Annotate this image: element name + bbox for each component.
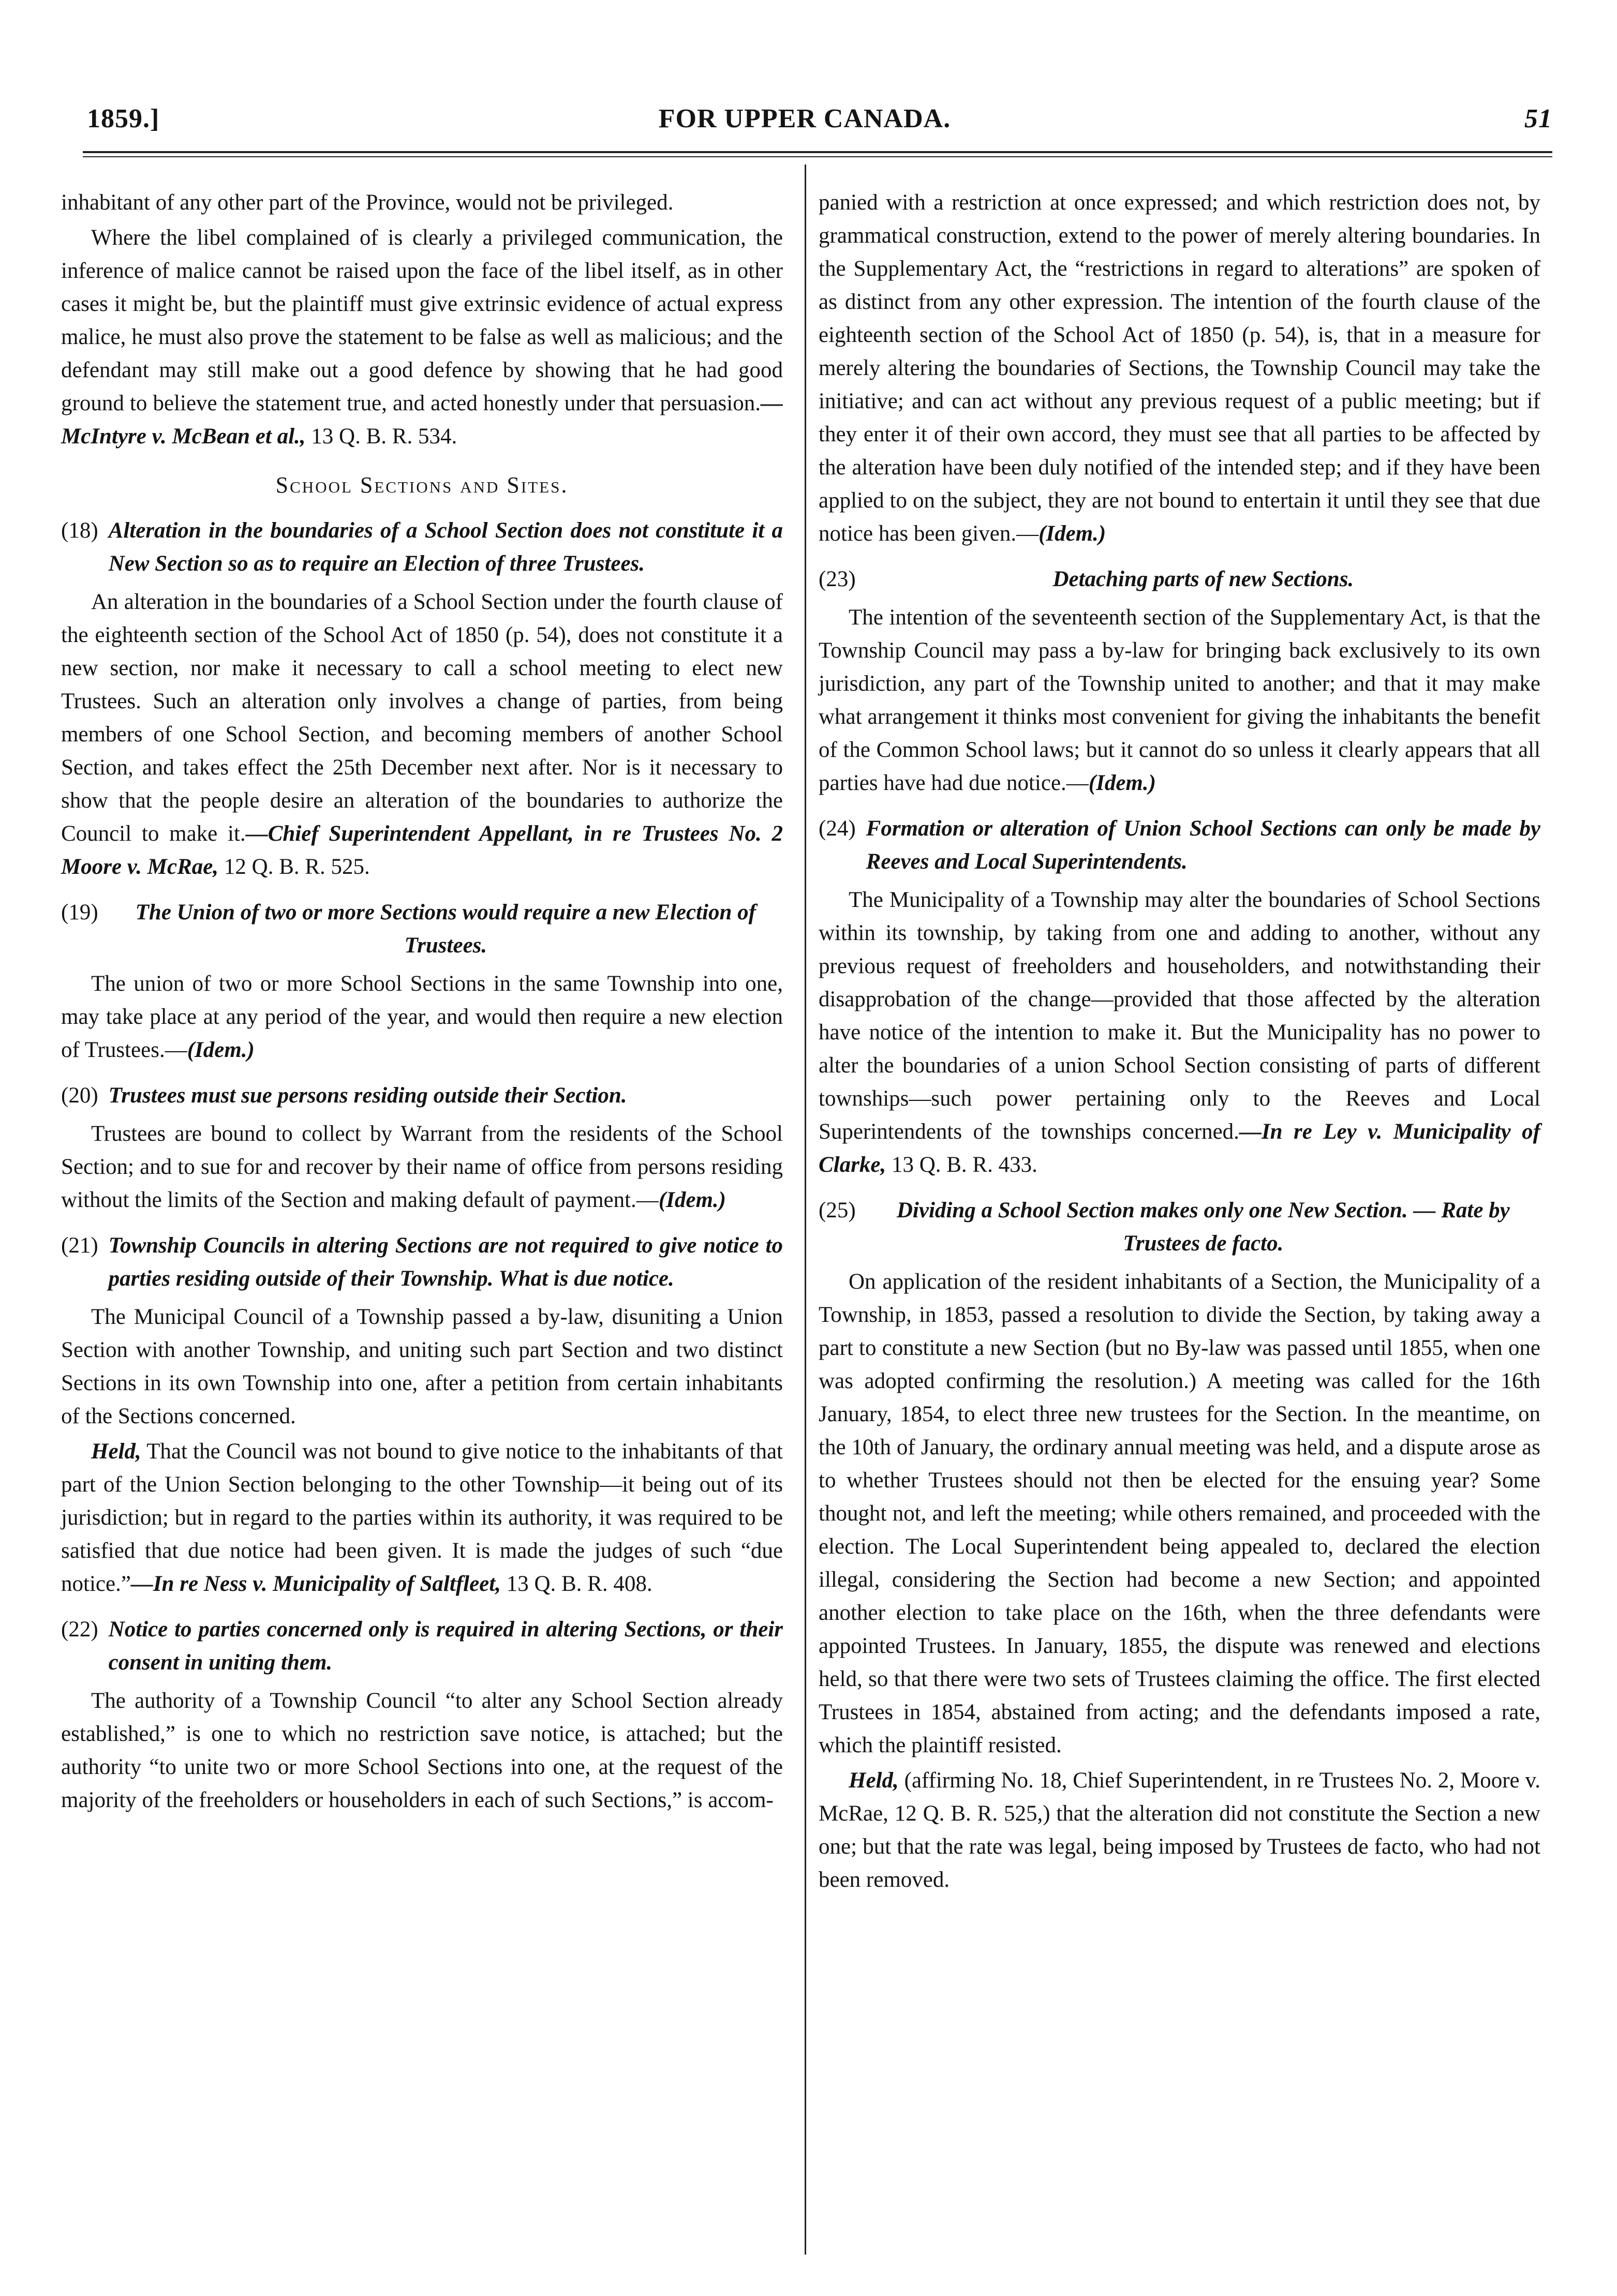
item-21-held (61, 1435, 783, 1601)
report-reference: 13 Q. B. R. 433. (886, 1153, 1037, 1177)
right-column (819, 186, 1540, 1899)
case-citation: —In re Ness v. Municipality of Saltfleet, (130, 1572, 501, 1596)
case-citation: —McIntyre v. McBean et al., (61, 391, 783, 449)
item-number: (21) (61, 1233, 98, 1258)
header-rule-thin (83, 156, 1552, 157)
case-citation: (Idem.) (658, 1188, 726, 1212)
item-25-body: On application of the resident inhabitants of a Section, the Municipality of a Township, in 1853, passed a resolution to divide the Section, by taking away a part to constitute a new Section (but no By-law was passed until 1855, when one was adopted confirming the resolution.) A meeting was called for the 16th January, 1854, to elect three new trustees for the Section. In the meantime, on the 10th of January, the ordinary annual meeting was held, and a dispute arose as to whether Trustees should not then be elected for the ensuing year? Some thought not, and left the meeting; while others remained, and proceeded with the election. The Local Superintendent being appealed to, declared the election illegal, considering the Section had become a new Section; and appointed another election to take place on the 16th, when the three defendants were appointed Trustees. In January, 1855, the dispute was renewed and elections held, so that there were two sets of Trustees claiming the office. The first elected Trustees in 1854, abstained from acting; and the defendants imposed a rate, which the plaintiff resisted. (819, 1270, 1540, 1757)
held-label: Held, (849, 1768, 899, 1793)
case-citation: —Chief Superintendent Appellant, in re Trustees No. 2 Moore v. McRae, (61, 822, 783, 879)
case-citation: (Idem.) (187, 1038, 255, 1062)
item-19-heading (61, 896, 783, 962)
item-23-heading (819, 563, 1540, 596)
paragraph-text: An alteration in the boundaries of a School Section under the fourth clause of the eighteenth section of the School Act of 1850 (p. 54), does not constitute it a new section, nor make it necessary to call a school meeting to elect new Trustees. Such an alteration only involves a change of parties, from being members of one School Section, and becoming members of another School Section, and takes effect the 25th December next after. Nor is it necessary to show that the people desire an alteration of the boundaries to authorize the Council to make it. (61, 590, 783, 846)
item-21-heading (61, 1229, 783, 1295)
item-title: Dividing a School Section makes only one New Section. — Rate by Trustees de facto. (896, 1198, 1510, 1256)
header-rule-thick (83, 151, 1552, 153)
item-24-heading (819, 812, 1540, 878)
item-20-heading (61, 1079, 783, 1112)
paragraph-continued (819, 186, 1540, 550)
paragraph-text: That the Council was not bound to give notice to the inhabitants of that part of the Union Section belonging to the other Township—it being out of its jurisdiction; but in regard to the parties within its authority, it was required to be satisfied that due notice had been given. It is made the judges of such “due notice.” (61, 1439, 783, 1596)
item-19-body (61, 967, 783, 1067)
item-number: (23) (819, 567, 856, 591)
item-25-held (819, 1764, 1540, 1897)
item-18-body (61, 586, 783, 884)
case-citation: —In re Ley v. Municipality of Clarke, (819, 1120, 1540, 1177)
item-title: Notice to parties concerned only is required in altering Sections, or their consent in uniting them. (108, 1617, 783, 1675)
left-column (61, 186, 783, 1819)
item-number: (19) (61, 900, 98, 925)
column-divider (805, 165, 806, 2255)
header-title-text: FOR UPPER CANADA. (658, 104, 951, 133)
item-number: (18) (61, 518, 98, 543)
paragraph-libel (61, 221, 783, 453)
item-25-heading (819, 1194, 1540, 1260)
item-18-heading (61, 514, 783, 580)
section-heading: School Sections and Sites. (275, 472, 569, 498)
item-24-body (819, 884, 1540, 1182)
paragraph-text: Trustees are bound to collect by Warrant from the residents of the School Section; and to sue for and recover by their name of office from persons residing without the limits of the Section and making default of payment.— (61, 1122, 783, 1212)
item-number: (22) (61, 1617, 98, 1642)
header-year: 1859.] (87, 104, 160, 133)
item-title: Trustees must sue persons residing outside their Section. (108, 1083, 627, 1108)
item-23-body (819, 601, 1540, 800)
paragraph-text: Where the libel complained of is clearly a privileged communication, the inference of malice cannot be raised upon the face of the libel itself, as in other cases it might be, but the plaintiff must give extrinsic evidence of actual express malice, he must also prove the statement to be false as well as malicious; and the defendant may still make out a good defence by showing that he had good ground to believe the statement true, and acted honestly under that persuasion. (61, 226, 783, 415)
item-title: The Union of two or more Sections would require a new Election of Trustees. (135, 900, 756, 958)
item-number: (25) (819, 1198, 856, 1222)
item-number: (24) (819, 816, 856, 841)
item-number: (20) (61, 1083, 98, 1108)
item-22-heading (61, 1613, 783, 1679)
paragraph-text: The Municipality of a Township may alter the boundaries of School Sections within its township, by taking from one and adding to another, without any previous request of freeholders and householders, and notwithstanding their disapprobation of the change—provided that those affected by the alteration have notice of the intention to make it. But the Municipality has no power to alter the boundaries of a union School Section consisting of parts of different townships—such power pertaining only to the Reeves and Local Superintendents of the townships concerned. (819, 888, 1540, 1144)
report-reference: 12 Q. B. R. 525. (218, 855, 370, 879)
paragraph-text: (affirming No. 18, Chief Superintendent, in re Trustees No. 2, Moore v. McRae, 12 Q. B. R. 525,) that the alteration did not constitute the Section a new one; but that the rate was legal, being imposed by Trustees de facto, who had not been removed. (819, 1768, 1540, 1892)
case-citation: (Idem.) (1088, 771, 1156, 795)
item-21-body: The Municipal Council of a Township passed a by-law, disuniting a Union Section with another Township, and uniting such part Section and two distinct Sections in its own Township into one, after a petition from certain inhabitants of the Sections concerned. (61, 1305, 783, 1428)
case-citation: (Idem.) (1039, 521, 1106, 546)
report-reference: 13 Q. B. R. 534. (305, 424, 457, 449)
item-22-body: The authority of a Township Council “to alter any School Section already established,” is one to which no restriction save notice, is attached; but the authority “to unite two or more School Sections into one, at the request of the majority of the freeholders or householders in each of such Sections,” is accom- (61, 1689, 783, 1812)
paragraph-continued: inhabitant of any other part of the Province, would not be privileged. (61, 190, 674, 215)
page-number: 51 (1524, 104, 1552, 133)
item-title: Alteration in the boundaries of a School Section does not constitute it a New Section so as to require an Election of three Trustees. (108, 518, 783, 576)
item-title: Formation or alteration of Union School Sections can only be made by Reeves and Local Superintendents. (866, 816, 1540, 874)
report-reference: 13 Q. B. R. 408. (500, 1572, 652, 1596)
item-title: Detaching parts of new Sections. (1052, 567, 1354, 591)
paragraph-text: The intention of the seventeenth section of the Supplementary Act, is that the Township Council may pass a by-law for bringing back exclusively to its own jurisdiction, any part of the Township united to another; and that it may make what arrangement it thinks most convenient for giving the inhabitants the benefit of the Common School laws; but it cannot do so unless it clearly appears that all parties have had due notice.— (819, 605, 1540, 795)
paragraph-text: panied with a restriction at once expressed; and which restriction does not, by grammatical construction, extend to the power of merely altering boundaries. In the Supplementary Act, the “restrictions in regard to alterations” are spoken of as distinct from any other expression. The intention of the fourth clause of the eighteenth section of the School Act of 1850 (p. 54), is, that in a measure for merely altering the boundaries of Sections, the Township Council may take the initiative; and can act without any previous request of a public meeting; but if they enter it of their own accord, they must see that all parties to be affected by the alteration have been duly notified of the intended step; and if they have been applied to on the subject, they are not bound to entertain it until they see that due notice has been given.— (819, 190, 1540, 546)
paragraph-text: The union of two or more School Sections in the same Township into one, may take place at any period of the year, and would then require a new election of Trustees.— (61, 972, 783, 1062)
item-title: Township Councils in altering Sections are not required to give notice to parties residing outside of their Township. What is due notice. (108, 1233, 783, 1291)
item-20-body (61, 1117, 783, 1217)
held-label: Held, (91, 1439, 141, 1464)
